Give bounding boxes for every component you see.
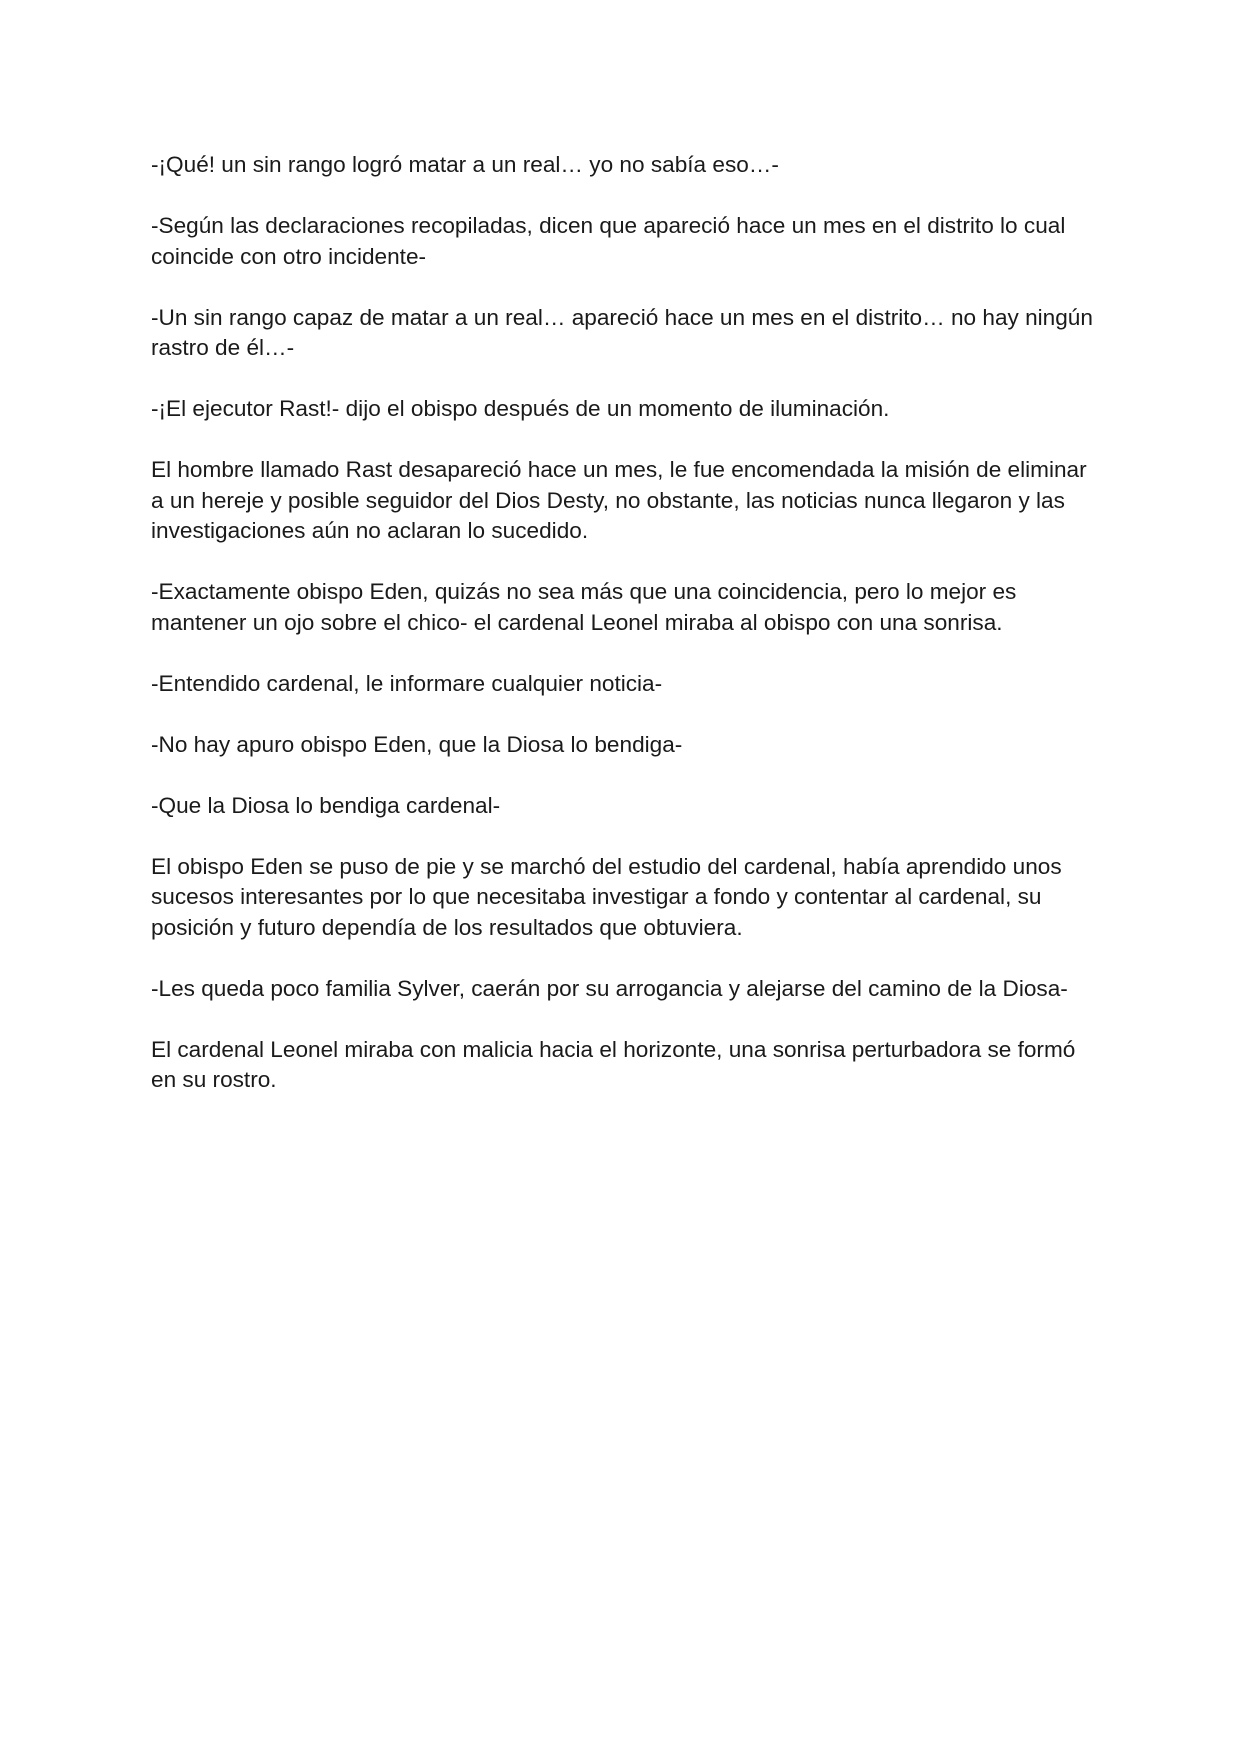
- document-body: [151, 150, 1101, 1126]
- paragraph: -Según las declaraciones recopiladas, dicen que apareció hace un mes en el distrito lo cual coincide con otro incidente-: [151, 213, 1066, 269]
- paragraph: El obispo Eden se puso de pie y se marchó del estudio del cardenal, había aprendido unos sucesos interesantes por lo que necesitaba investigar a fondo y contentar al cardenal, su posición y futuro dependía de los resultados que obtuviera.: [151, 853, 1062, 940]
- paragraph: El cardenal Leonel miraba con malicia hacia el horizonte, una sonrisa perturbadora se formó en su rostro.: [151, 1036, 1076, 1092]
- paragraph: El hombre llamado Rast desapareció hace un mes, le fue encomendada la misión de eliminar a un hereje y posible seguidor del Dios Desty, no obstante, las noticias nunca llegaron y las investigaciones aún no aclaran lo sucedido.: [151, 457, 1087, 543]
- paragraph: -Exactamente obispo Eden, quizás no sea más que una coincidencia, pero lo mejor es mantener un ojo sobre el chico- el cardenal Leonel miraba al obispo con una sonrisa.: [151, 579, 1017, 635]
- paragraph: -No hay apuro obispo Eden, que la Diosa lo bendiga-: [151, 731, 683, 757]
- paragraph: -Que la Diosa lo bendiga cardenal-: [151, 792, 501, 818]
- paragraph: -¡Qué! un sin rango logró matar a un real… yo no sabía eso…-: [151, 152, 779, 177]
- paragraph: -Entendido cardenal, le informare cualquier noticia-: [151, 670, 663, 696]
- paragraph: -Les queda poco familia Sylver, caerán por su arrogancia y alejarse del camino de la Diosa-: [151, 975, 1068, 1001]
- paragraph: -Un sin rango capaz de matar a un real… apareció hace un mes en el distrito… no hay ningún rastro de él…-: [151, 304, 1093, 360]
- paragraph: -¡El ejecutor Rast!- dijo el obispo después de un momento de iluminación.: [151, 396, 890, 421]
